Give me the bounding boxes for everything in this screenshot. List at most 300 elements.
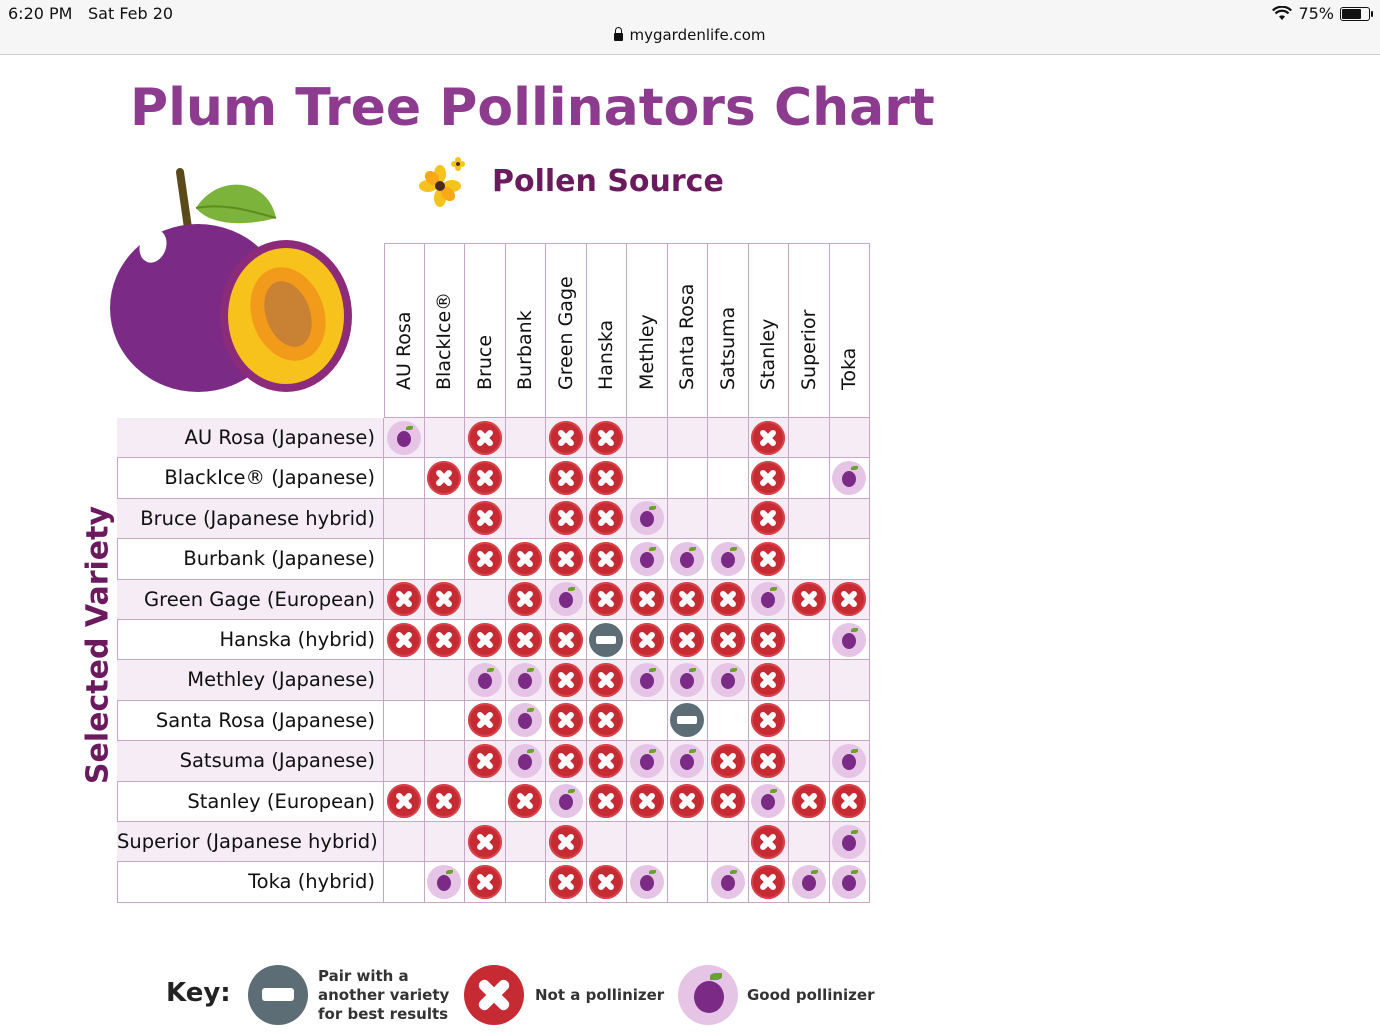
address-bar[interactable] — [0, 26, 1380, 44]
good-pollinizer-icon — [630, 865, 664, 899]
not-pollinizer-icon — [427, 461, 461, 495]
grid-cell — [465, 660, 506, 699]
table-row — [117, 862, 870, 902]
grid-cell — [384, 620, 425, 659]
pair-symbol-icon — [589, 623, 623, 657]
grid-cell — [708, 580, 749, 619]
table-row — [117, 580, 870, 620]
good-pollinizer-icon — [468, 663, 502, 697]
grid-cell — [830, 701, 871, 740]
column-header — [546, 243, 587, 418]
grid-cell — [384, 458, 425, 497]
not-pollinizer-icon — [792, 582, 826, 616]
good-pollinizer-icon — [630, 542, 664, 576]
row-label: Toka (hybrid) — [117, 862, 384, 901]
grid-cell — [789, 660, 830, 699]
grid-cell — [587, 499, 628, 538]
good-pollinizer-icon — [711, 663, 745, 697]
grid-cell — [384, 701, 425, 740]
grid-cell — [506, 418, 547, 457]
column-header-label: Green Gage — [554, 276, 577, 390]
grid-cell — [587, 418, 628, 457]
table-row — [117, 782, 870, 822]
grid-cell — [627, 418, 668, 457]
not-pollinizer-icon — [549, 461, 583, 495]
grid-cell — [668, 499, 709, 538]
grid-cell — [789, 499, 830, 538]
grid-cell — [708, 539, 749, 578]
not-pollinizer-icon — [751, 744, 785, 778]
grid-cell — [789, 822, 830, 861]
grid-cell — [708, 620, 749, 659]
grid-cell — [546, 782, 587, 821]
grid-cell — [749, 620, 790, 659]
status-indicators — [1272, 4, 1370, 23]
grid-cell — [830, 660, 871, 699]
grid-cell — [830, 741, 871, 780]
not-pollinizer-icon — [751, 663, 785, 697]
grid-cell — [789, 580, 830, 619]
row-label: Green Gage (European) — [117, 580, 384, 619]
grid-cell — [425, 458, 466, 497]
not-pollinizer-icon — [427, 623, 461, 657]
not-pollinizer-icon — [670, 582, 704, 616]
grid-cell — [546, 539, 587, 578]
grid-cell — [789, 782, 830, 821]
grid-cell — [546, 580, 587, 619]
grid-cell — [627, 862, 668, 901]
grid-cell — [830, 418, 871, 457]
table-row — [117, 539, 870, 579]
column-header-label: Toka — [838, 347, 861, 390]
selected-variety-label — [80, 400, 116, 890]
grid-cell — [749, 580, 790, 619]
grid-cell — [627, 580, 668, 619]
grid-cell — [465, 620, 506, 659]
grid-cell — [506, 499, 547, 538]
grid-cell — [546, 822, 587, 861]
grid-cell — [708, 782, 749, 821]
legend-pair-line1: Pair with a — [318, 967, 409, 985]
not-pollinizer-icon — [508, 542, 542, 576]
grid-cell — [587, 782, 628, 821]
not-pollinizer-icon — [549, 421, 583, 455]
grid-cell — [627, 539, 668, 578]
row-label: Satsuma (Japanese) — [117, 741, 384, 780]
column-header — [627, 243, 668, 418]
column-header — [384, 243, 425, 418]
not-pollinizer-icon — [589, 582, 623, 616]
good-pollinizer-icon — [792, 865, 826, 899]
not-pollinizer-icon — [589, 461, 623, 495]
lock-icon — [614, 33, 623, 41]
column-header — [749, 243, 790, 418]
grid-cell — [506, 580, 547, 619]
grid-cell — [830, 499, 871, 538]
not-pollinizer-icon — [468, 421, 502, 455]
good-pollinizer-icon — [427, 865, 461, 899]
plum-illustration — [108, 168, 358, 398]
grid-cell — [789, 458, 830, 497]
grid-cell — [506, 862, 547, 901]
grid-cell — [668, 862, 709, 901]
grid-cell — [668, 620, 709, 659]
not-pollinizer-icon — [549, 542, 583, 576]
grid-cell — [627, 701, 668, 740]
grid-cell — [425, 782, 466, 821]
column-header-label: Superior — [797, 309, 820, 390]
not-pollinizer-icon — [387, 623, 421, 657]
good-pollinizer-icon — [670, 663, 704, 697]
row-label: Hanska (hybrid) — [117, 620, 384, 659]
grid-cell — [506, 782, 547, 821]
grid-cell — [587, 741, 628, 780]
grid-cell — [749, 822, 790, 861]
not-pollinizer-icon — [387, 582, 421, 616]
grid-cell — [506, 539, 547, 578]
not-pollinizer-icon — [751, 825, 785, 859]
pair-symbol-icon — [670, 703, 704, 737]
grid-cell — [384, 539, 425, 578]
grid-cell — [425, 660, 466, 699]
grid-cell — [708, 741, 749, 780]
legend-not-text: Not a pollinizer — [535, 986, 665, 1004]
not-pollinizer-icon — [751, 542, 785, 576]
grid-cell — [789, 620, 830, 659]
grid-cell — [506, 741, 547, 780]
grid-cell — [708, 701, 749, 740]
not-pollinizer-icon — [711, 623, 745, 657]
grid-cell — [749, 782, 790, 821]
not-pollinizer-icon — [792, 784, 826, 818]
status-time: 6:20 PM — [8, 4, 73, 23]
grid-cell — [749, 741, 790, 780]
grid-cell — [789, 418, 830, 457]
grid-cell — [425, 620, 466, 659]
not-pollinizer-icon — [468, 501, 502, 535]
grid-cell — [708, 862, 749, 901]
grid-cell — [546, 620, 587, 659]
not-pollinizer-icon — [751, 623, 785, 657]
good-pollinizer-icon — [832, 461, 866, 495]
not-pollinizer-icon — [549, 663, 583, 697]
grid-cell — [506, 701, 547, 740]
grid-cell — [830, 782, 871, 821]
wifi-icon — [1272, 6, 1292, 21]
grid-cell — [546, 499, 587, 538]
not-pollinizer-icon — [751, 703, 785, 737]
battery-percent: 75% — [1298, 4, 1334, 23]
good-pollinizer-icon — [832, 825, 866, 859]
grid-cell — [789, 862, 830, 901]
grid-cell — [627, 822, 668, 861]
grid-cell — [384, 782, 425, 821]
row-label: Stanley (European) — [117, 782, 384, 821]
column-header-label: BlackIce® — [433, 291, 456, 390]
not-pollinizer-icon — [468, 623, 502, 657]
column-header-label: Hanska — [595, 319, 618, 390]
not-pollinizer-icon — [508, 784, 542, 818]
grid-cell — [384, 741, 425, 780]
grid-cell — [587, 458, 628, 497]
not-pollinizer-icon — [468, 744, 502, 778]
grid-cell — [587, 701, 628, 740]
not-pollinizer-icon — [630, 623, 664, 657]
grid-cell — [465, 580, 506, 619]
column-header-label: Methley — [635, 314, 658, 390]
status-date: Sat Feb 20 — [88, 4, 174, 23]
grid-cell — [465, 539, 506, 578]
grid-cell — [668, 418, 709, 457]
grid-cell — [425, 499, 466, 538]
good-pollinizer-icon — [751, 582, 785, 616]
grid-cell — [425, 701, 466, 740]
column-header-label: AU Rosa — [392, 311, 415, 390]
grid-cell — [668, 539, 709, 578]
grid-cell — [749, 660, 790, 699]
grid-cell — [749, 539, 790, 578]
grid-cell — [627, 782, 668, 821]
not-pollinizer-icon — [549, 501, 583, 535]
grid-cell — [587, 620, 628, 659]
grid-cell — [749, 499, 790, 538]
grid-cell — [546, 458, 587, 497]
not-pollinizer-icon — [468, 703, 502, 737]
grid-cell — [384, 499, 425, 538]
column-header-label: Satsuma — [716, 306, 739, 390]
not-pollinizer-icon — [832, 582, 866, 616]
not-pollinizer-icon — [387, 784, 421, 818]
grid-cell — [708, 458, 749, 497]
row-label: Methley (Japanese) — [117, 660, 384, 699]
grid-cell — [749, 418, 790, 457]
row-label: BlackIce® (Japanese) — [117, 458, 384, 497]
grid-cell — [587, 580, 628, 619]
not-pollinizer-icon — [630, 582, 664, 616]
grid-cell — [465, 822, 506, 861]
good-pollinizer-icon — [549, 582, 583, 616]
grid-cell — [749, 458, 790, 497]
not-pollinizer-icon — [589, 542, 623, 576]
url-text: mygardenlife.com — [629, 26, 766, 44]
grid-cell — [708, 822, 749, 861]
good-pollinizer-icon — [832, 744, 866, 778]
pollen-source-heading: Pollen Source — [492, 164, 724, 199]
good-pollinizer-icon — [678, 965, 738, 1025]
grid-cell — [627, 741, 668, 780]
column-header — [668, 243, 709, 418]
grid-cell — [587, 822, 628, 861]
good-pollinizer-icon — [832, 865, 866, 899]
column-header — [587, 243, 628, 418]
table-row — [117, 660, 870, 700]
not-pollinizer-icon — [751, 865, 785, 899]
grid-cell — [425, 862, 466, 901]
not-pollinizer-icon — [508, 623, 542, 657]
grid-cell — [546, 418, 587, 457]
grid-cell — [587, 862, 628, 901]
grid-cell — [587, 660, 628, 699]
column-header-label: Stanley — [757, 318, 780, 390]
table-row — [117, 620, 870, 660]
grid-cell — [668, 782, 709, 821]
grid-cell — [668, 701, 709, 740]
battery-fill — [1342, 9, 1361, 19]
grid-cell — [627, 499, 668, 538]
column-header — [789, 243, 830, 418]
selected-variety-text: Selected Variety — [80, 505, 116, 785]
grid-cell — [465, 862, 506, 901]
grid-cell — [384, 418, 425, 457]
not-pollinizer-icon — [711, 784, 745, 818]
good-pollinizer-icon — [751, 784, 785, 818]
not-pollinizer-icon — [549, 623, 583, 657]
grid-cell — [425, 580, 466, 619]
grid-cell — [546, 741, 587, 780]
grid-cell — [384, 862, 425, 901]
good-pollinizer-icon — [630, 663, 664, 697]
grid-cell — [627, 458, 668, 497]
table-row — [117, 741, 870, 781]
not-pollinizer-icon — [508, 582, 542, 616]
column-header-label: Santa Rosa — [676, 283, 699, 390]
grid-cell — [789, 701, 830, 740]
grid-cell — [425, 418, 466, 457]
good-pollinizer-icon — [508, 744, 542, 778]
table-row — [117, 418, 870, 458]
grid-cell — [789, 741, 830, 780]
not-pollinizer-icon — [427, 784, 461, 818]
not-pollinizer-icon — [468, 461, 502, 495]
legend-pair-line2: another variety — [318, 986, 450, 1004]
grid-cell — [668, 822, 709, 861]
row-label: Bruce (Japanese hybrid) — [117, 499, 384, 538]
grid-cell — [708, 499, 749, 538]
grid-cell — [587, 539, 628, 578]
table-row — [117, 701, 870, 741]
grid-cell — [830, 822, 871, 861]
grid-cell — [668, 580, 709, 619]
not-pollinizer-icon — [589, 744, 623, 778]
good-pollinizer-icon — [832, 623, 866, 657]
grid-cell — [830, 620, 871, 659]
grid-cell — [506, 620, 547, 659]
column-header — [506, 243, 547, 418]
good-pollinizer-icon — [670, 744, 704, 778]
grid-cell — [384, 660, 425, 699]
legend-pair-line3: for best results — [318, 1005, 449, 1023]
table-row — [117, 499, 870, 539]
not-pollinizer-icon — [468, 542, 502, 576]
not-pollinizer-icon — [464, 965, 524, 1025]
good-pollinizer-icon — [387, 421, 421, 455]
good-pollinizer-icon — [711, 542, 745, 576]
not-pollinizer-icon — [468, 825, 502, 859]
not-pollinizer-icon — [549, 703, 583, 737]
not-pollinizer-icon — [549, 865, 583, 899]
not-pollinizer-icon — [670, 784, 704, 818]
grid-cell — [668, 458, 709, 497]
not-pollinizer-icon — [589, 865, 623, 899]
legend-good-text: Good pollinizer — [747, 986, 875, 1004]
grid-cell — [668, 660, 709, 699]
table-row — [117, 822, 870, 862]
grid-cell — [425, 741, 466, 780]
column-header — [465, 243, 506, 418]
grid-cell — [789, 539, 830, 578]
status-bar — [0, 0, 1380, 55]
not-pollinizer-icon — [711, 582, 745, 616]
not-pollinizer-icon — [468, 865, 502, 899]
row-label: Superior (Japanese hybrid) — [117, 822, 384, 861]
grid-cell — [425, 539, 466, 578]
chart-title: Plum Tree Pollinators Chart — [130, 78, 935, 138]
not-pollinizer-icon — [589, 663, 623, 697]
not-pollinizer-icon — [630, 784, 664, 818]
grid-cell — [465, 499, 506, 538]
grid-cell — [749, 862, 790, 901]
grid-cell — [546, 660, 587, 699]
row-label: AU Rosa (Japanese) — [117, 418, 384, 457]
column-header-label: Burbank — [514, 310, 537, 390]
grid-cell — [546, 862, 587, 901]
flower-icon — [418, 156, 470, 210]
good-pollinizer-icon — [630, 501, 664, 535]
column-header — [708, 243, 749, 418]
grid-cell — [384, 822, 425, 861]
not-pollinizer-icon — [751, 461, 785, 495]
not-pollinizer-icon — [589, 421, 623, 455]
pair-symbol-icon — [248, 965, 308, 1025]
grid-cell — [708, 418, 749, 457]
not-pollinizer-icon — [832, 784, 866, 818]
good-pollinizer-icon — [711, 865, 745, 899]
grid-cell — [668, 741, 709, 780]
good-pollinizer-icon — [670, 542, 704, 576]
good-pollinizer-icon — [630, 744, 664, 778]
not-pollinizer-icon — [751, 501, 785, 535]
not-pollinizer-icon — [751, 421, 785, 455]
row-label: Burbank (Japanese) — [117, 539, 384, 578]
grid-cell — [830, 539, 871, 578]
not-pollinizer-icon — [549, 825, 583, 859]
grid-cell — [425, 822, 466, 861]
grid-cell — [465, 701, 506, 740]
grid-cell — [384, 580, 425, 619]
not-pollinizer-icon — [589, 703, 623, 737]
not-pollinizer-icon — [589, 784, 623, 818]
good-pollinizer-icon — [549, 784, 583, 818]
grid-cell — [708, 660, 749, 699]
not-pollinizer-icon — [589, 501, 623, 535]
not-pollinizer-icon — [711, 744, 745, 778]
not-pollinizer-icon — [427, 582, 461, 616]
table-row — [117, 458, 870, 498]
good-pollinizer-icon — [508, 663, 542, 697]
not-pollinizer-icon — [549, 744, 583, 778]
grid-cell — [506, 822, 547, 861]
column-header — [425, 243, 466, 418]
grid-cell — [465, 741, 506, 780]
legend-pair-text — [318, 967, 449, 1024]
grid-cell — [627, 620, 668, 659]
grid-cell — [465, 418, 506, 457]
row-label: Santa Rosa (Japanese) — [117, 701, 384, 740]
grid-cell — [506, 660, 547, 699]
grid-cell — [627, 660, 668, 699]
column-header-label: Bruce — [473, 334, 496, 390]
grid-cell — [830, 862, 871, 901]
